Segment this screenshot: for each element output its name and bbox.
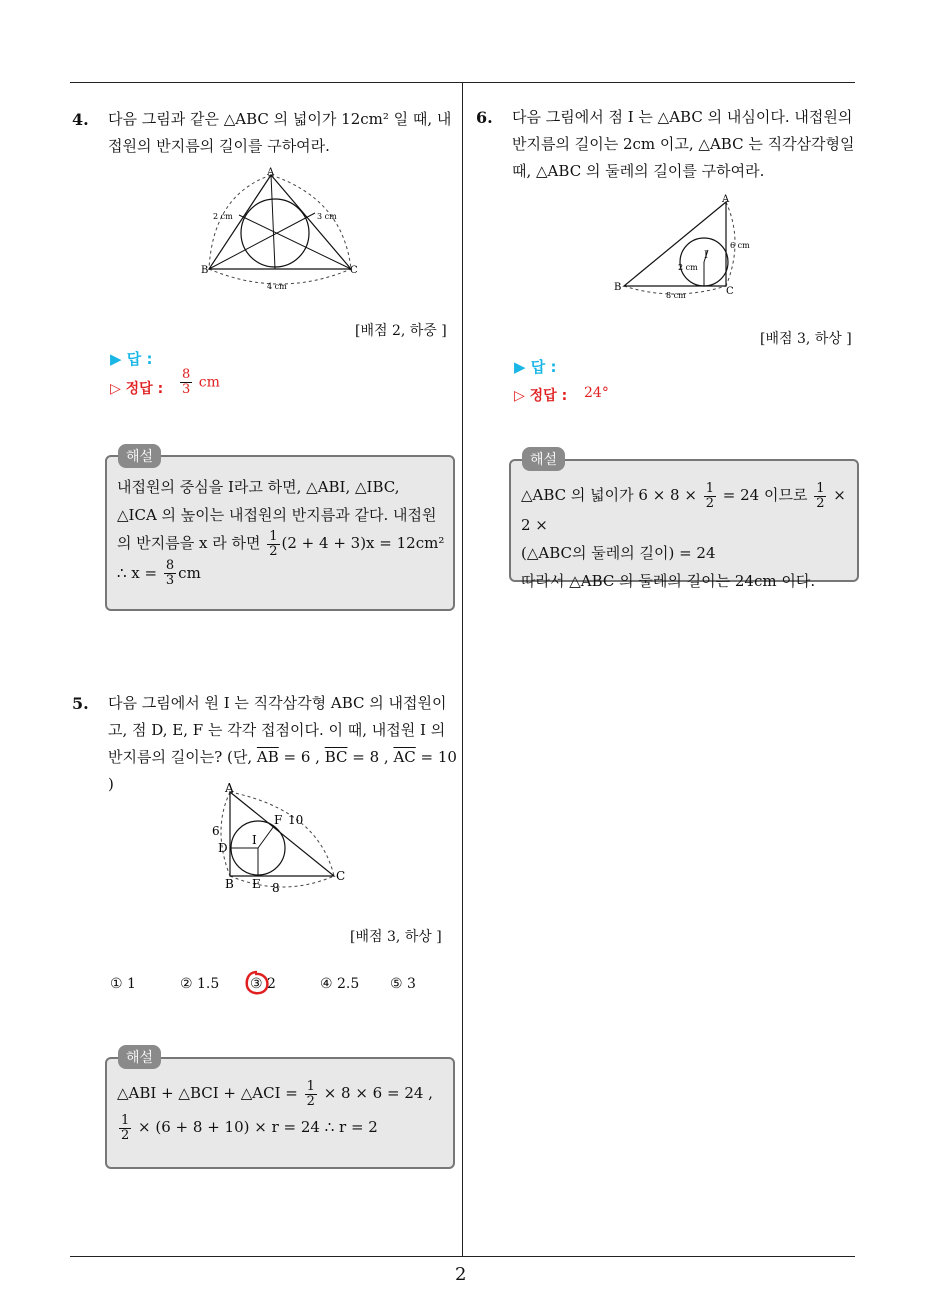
answer-label: ▶ 답 : bbox=[514, 358, 557, 376]
label-a: A bbox=[267, 167, 275, 178]
question-number: 5. bbox=[72, 694, 89, 713]
q5-figure bbox=[208, 780, 353, 895]
label-ac: 6 cm bbox=[730, 241, 750, 250]
label-i: I bbox=[252, 833, 257, 847]
label-ac: 3 cm bbox=[317, 212, 337, 221]
correct-answer: $\frac{8}{3}$ cm bbox=[182, 367, 220, 397]
choice-4[interactable]: ④ 2.5 bbox=[320, 976, 360, 992]
label-b: B bbox=[225, 877, 234, 891]
triangle-abc bbox=[624, 202, 726, 286]
dashed-arc-bc bbox=[230, 876, 334, 887]
label-b: B bbox=[201, 265, 209, 276]
label-six: 6 bbox=[212, 824, 220, 838]
grade-label: [배점 2, 하중 ] bbox=[355, 323, 447, 339]
question-text bbox=[108, 106, 451, 160]
choice-5[interactable]: ⑤ 3 bbox=[390, 976, 416, 992]
solution-text: △ABC 의 넓이가 6 × 8 × $\frac{1}{2}$ = 24 이므로 $\frac{1}{2}$ × 2 × (△ABC의 둘레의 길이) = 24 따라서 △ABC 의 둘레의 길이는 24cm 이다. bbox=[521, 480, 846, 590]
radius-f bbox=[258, 826, 274, 848]
bottom-rule bbox=[70, 1256, 855, 1257]
solution-text: △ABI + △BCI + △ACI = $\frac{1}{2}$ × 8 × 6 = 24 , $\frac{1}{2}$ × (6 + 8 + 10) × r = 24 ∴ r = 2 bbox=[117, 1078, 433, 1143]
label-c: C bbox=[350, 265, 358, 276]
dashed-arc-ab bbox=[221, 792, 230, 876]
label-e: E bbox=[252, 877, 261, 891]
question-text: 다음 그림에서 점 I 는 △ABC 의 내심이다. 내접원의 반지름의 길이는 2cm 이고, △ABC 는 직각삼각형일 때, △ABC 의 둘레의 길이를 구하여라. bbox=[512, 108, 855, 180]
solution-tag: 해설 bbox=[118, 1045, 161, 1069]
label-ab: 2 cm bbox=[213, 212, 233, 221]
q6-figure bbox=[612, 192, 762, 304]
grade-label: [배점 3, 하상 ] bbox=[350, 929, 442, 945]
choice-1[interactable]: ① 1 bbox=[110, 976, 136, 992]
grade-label: [배점 3, 하상 ] bbox=[760, 331, 852, 347]
question-6 bbox=[476, 104, 866, 194]
page-number: 2 bbox=[455, 1264, 467, 1285]
incircle bbox=[241, 199, 309, 267]
label-r: 2 cm bbox=[678, 263, 698, 272]
solution-text: 내접원의 중심을 I라고 하면, △ABI, △IBC, △ICA 의 높이는 내접원의 반지름과 같다. 내접원 의 반지름을 x 라 하면 $\frac{1}{2}$ (2 + 4 + 3)x = 12cm² ∴ x = $\frac{8}{3}$ cm bbox=[117, 478, 445, 588]
correct-label: ▷ 정답 : bbox=[514, 388, 568, 404]
column-divider bbox=[462, 82, 463, 1257]
solution-tag: 해설 bbox=[118, 444, 161, 468]
q4-figure bbox=[195, 165, 370, 293]
label-bc: 8 cm bbox=[666, 291, 686, 300]
label-d: D bbox=[218, 841, 228, 855]
bisector bbox=[271, 175, 275, 269]
question-text: 다음 그림에서 원 I 는 직각삼각형 ABC 의 내접원이 고, 점 D, E, F 는 각각 접점이다. 이 때, 내접원 I 의 반지름의 길이는? (단, $\overline{AB} = 6$ , $\overline{BC} = 8$ , $\overline{AC} = 10$ ) bbox=[108, 694, 457, 793]
choice-value: 2 bbox=[267, 976, 276, 992]
answer-label: ▶ 답 : bbox=[110, 350, 153, 368]
correct-label: ▷ 정답 : bbox=[110, 381, 164, 397]
label-c: C bbox=[726, 286, 734, 297]
correct-answer: 24° bbox=[584, 385, 609, 401]
label-a: A bbox=[225, 781, 234, 795]
label-bc: 4 cm bbox=[267, 282, 287, 291]
selected-circle-mark bbox=[244, 970, 270, 998]
choice-2[interactable]: ② 1.5 bbox=[180, 976, 220, 992]
bisector bbox=[209, 213, 315, 269]
question-4 bbox=[72, 106, 462, 166]
question-line: 다음 그림과 같은 △ABC 의 넓이가 12cm² 일 때, 내 bbox=[108, 110, 452, 128]
label-ten: 10 bbox=[288, 813, 304, 827]
question-number: 4. bbox=[72, 110, 89, 129]
label-i: I bbox=[704, 250, 708, 261]
label-c: C bbox=[336, 869, 346, 883]
question-5 bbox=[72, 690, 462, 793]
triangle-abc bbox=[230, 792, 334, 876]
label-b: B bbox=[614, 282, 622, 293]
choice-marker: ③ bbox=[250, 976, 263, 992]
solution-tag: 해설 bbox=[522, 447, 565, 471]
label-a: A bbox=[722, 194, 730, 205]
label-eight: 8 bbox=[272, 881, 280, 895]
question-number: 6. bbox=[476, 108, 493, 127]
question-line: 접원의 반지름의 길이를 구하여라. bbox=[108, 137, 330, 155]
triangle-abc bbox=[209, 175, 351, 269]
label-f: F bbox=[274, 813, 283, 827]
